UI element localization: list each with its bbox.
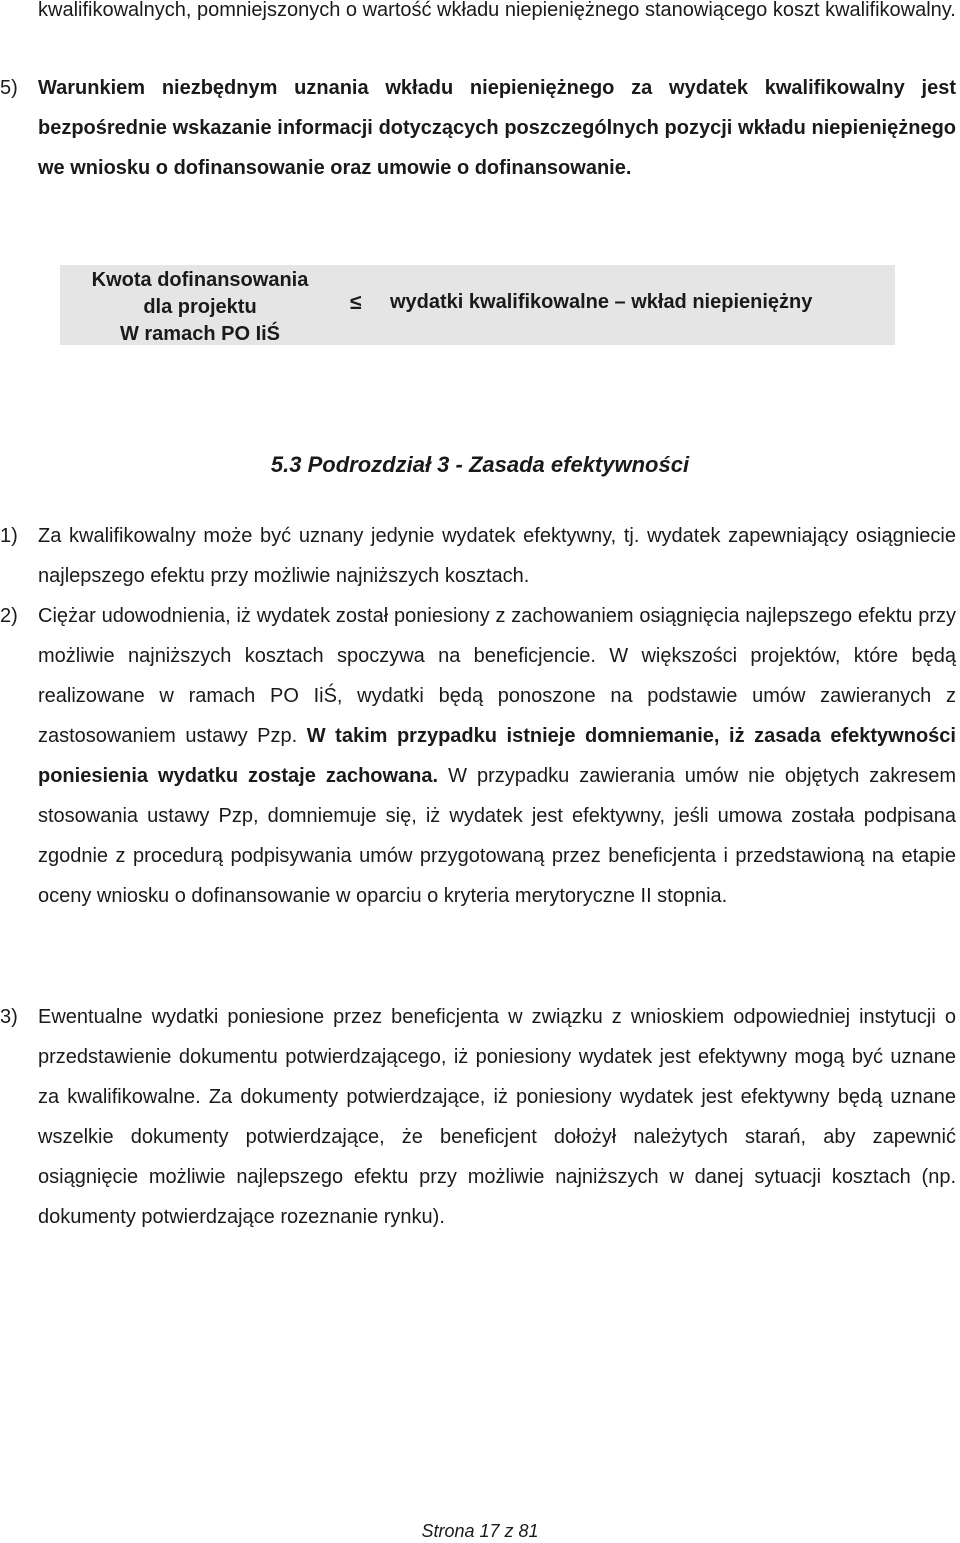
list-item-2-text <box>38 596 956 916</box>
page-number: Strona 17 z 81 <box>421 1521 539 1541</box>
list-item-2-text-a: Ciężar udowodnienia, iż wydatek został poniesiony z zachowaniem osiągnięcia najlepszego efektu przy możliwie najniższych kosztach spoczywa na beneficjencie. W większości projektów, które będą realizowane w ramach PO IiŚ, wydatki będą ponoszone na podstawie umów zawieranych z zastosowaniem ustawy Pzp. <box>38 605 956 747</box>
intro-text: kwalifikowalnych, pomniejszonych o wartość wkładu niepieniężnego stanowiącego koszt kwalifikowalny. <box>38 0 956 21</box>
list-item-3-number: 3) <box>0 1006 18 1028</box>
list-item-2-text-bold: W takim przypadku istnieje domniemanie, iż zasada efektywności poniesienia wydatku zostaje zachowana. <box>38 725 956 787</box>
formula-right: wydatki kwalifikowalne – wkład niepieniężny <box>390 291 813 313</box>
list-item-2-number: 2) <box>0 605 18 627</box>
formula-left-line-3: W ramach PO IiŚ <box>119 323 281 345</box>
formula-left <box>60 267 340 348</box>
list-item-1-number: 1) <box>0 525 18 547</box>
formula-left-line-2: dla projektu <box>143 296 257 318</box>
point-5-text: Warunkiem niezbędnym uznania wkładu niepieniężnego za wydatek kwalifikowalny jest bezpośrednie wskazanie informacji dotyczących poszczególnych pozycji wkładu niepieniężnego we wniosku o dofinansowanie oraz umowie o dofinansowanie. <box>38 77 956 179</box>
point-5-number: 5) <box>0 77 18 99</box>
section-heading: 5.3 Podrozdział 3 - Zasada efektywności <box>270 452 690 477</box>
list-item-1-text: Za kwalifikowalny może być uznany jedynie wydatek efektywny, tj. wydatek zapewniający osiągniecie najlepszego efektu przy możliwie najniższych kosztach. <box>38 525 956 587</box>
formula-box <box>60 265 895 345</box>
formula-operator: ≤ <box>350 291 362 314</box>
list-item-3-text: Ewentualne wydatki poniesione przez beneficjenta w związku z wnioskiem odpowiedniej instytucji o przedstawienie dokumentu potwierdzającego, iż poniesiony wydatek jest efektywny mogą być uznane za kwalifikowalne. Za dokumenty potwierdzające, iż poniesiony wydatek jest efektywny będą uznane wszelkie dokumenty potwierdzające, że beneficjent dołożył należytych starań, aby zapewnić osiągnięcie możliwie najlepszego efektu przy możliwie najniższych w danej sytuacji kosztach (np. dokumenty potwierdzające rozeznanie rynku). <box>38 1006 956 1228</box>
intro-paragraph <box>38 0 956 30</box>
list-item-2-text-b: W przypadku zawierania umów nie objętych zakresem stosowania ustawy Pzp, domniemuje się, iż wydatek jest efektywny, jeśli umowa została podpisana zgodnie z procedurą podpisywania umów przygotowaną przez beneficjenta i przedstawioną na etapie oceny wniosku o dofinansowanie w oparciu o kryteria merytoryczne II stopnia. <box>38 765 956 907</box>
formula-left-line-1: Kwota dofinansowania <box>91 269 309 291</box>
